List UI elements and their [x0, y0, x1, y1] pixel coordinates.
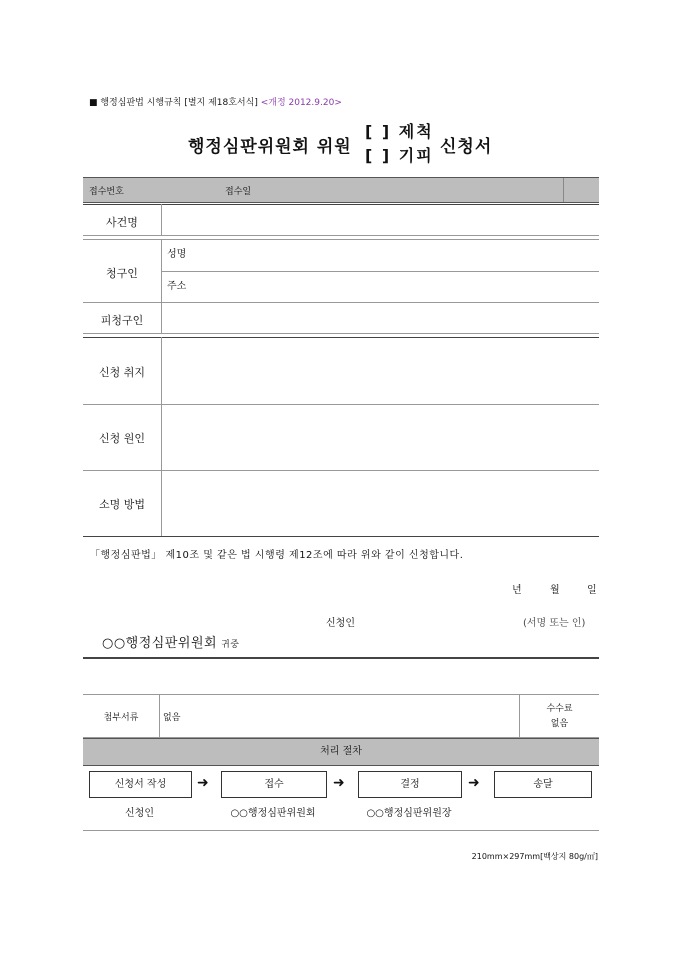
procedure-actor-applicant: 신청인	[125, 808, 154, 819]
procedure-actor-committee: ○○행정심판위원회	[230, 808, 316, 819]
paper-spec: 210mm×297mm[백상지 80g/㎡]	[471, 852, 598, 861]
arrow-right-icon: ➜	[333, 775, 345, 791]
receipt-date-label: 접수일	[225, 187, 252, 197]
procedure-actor-chair: ○○행정심판위원장	[366, 808, 452, 819]
respondent-field[interactable]	[161, 303, 599, 332]
attachments-label: 첨부서류	[103, 713, 139, 723]
case-name-label: 사건명	[106, 216, 138, 229]
respondent-label: 피청구인	[100, 314, 144, 327]
legal-statement: 「행정심판법」 제10조 및 같은 법 시행령 제12조에 따라 위와 같이 신청합니다.	[90, 550, 464, 561]
addressee	[102, 632, 239, 651]
divider	[83, 830, 599, 831]
applicant-label: 신청인	[326, 618, 355, 629]
attachments-value: 없음	[163, 713, 181, 723]
date-month: 월	[550, 585, 560, 596]
option-exclusion-checkbox[interactable]: [ ] 제척	[365, 122, 434, 141]
claimant-label: 청구인	[106, 267, 138, 280]
claimant-name-field[interactable]	[200, 240, 599, 270]
purpose-label: 신청 취지	[98, 366, 145, 379]
arrow-right-icon: ➜	[468, 775, 480, 791]
form-reference: ■ 행정심판법 시행규칙 [별지 제18호서식]	[89, 98, 258, 108]
explanation-field[interactable]	[161, 471, 599, 535]
form-title	[0, 119, 680, 165]
attachments-row	[83, 694, 599, 738]
receipt-divider	[563, 178, 564, 202]
claimant-address-label: 주소	[167, 281, 187, 292]
title-tail: 신청서	[440, 137, 493, 157]
date-year: 년	[512, 585, 522, 596]
addressee-honorific: 귀중	[221, 640, 240, 650]
procedure-step-delivery: 송달	[494, 771, 592, 798]
divider	[83, 333, 599, 334]
signature-label: (서명 또는 인)	[523, 618, 586, 629]
purpose-field[interactable]	[161, 338, 599, 403]
claimant-name-label: 성명	[167, 249, 187, 260]
date-day: 일	[587, 585, 597, 596]
procedure-step-receipt: 접수	[221, 771, 327, 798]
reason-label: 신청 원인	[98, 432, 145, 445]
procedure-step-application: 신청서 작성	[89, 771, 192, 798]
reason-field[interactable]	[161, 405, 599, 469]
case-name-field[interactable]	[161, 205, 599, 234]
divider	[83, 536, 599, 537]
fee-label: 수수료	[546, 704, 573, 714]
title-main: 행정심판위원회 위원	[188, 137, 352, 157]
receipt-number-label: 접수번호	[89, 187, 124, 197]
claimant-address-field[interactable]	[200, 272, 599, 301]
arrow-right-icon: ➜	[197, 775, 209, 791]
divider	[83, 235, 599, 236]
divider	[83, 657, 599, 659]
explanation-label: 소명 방법	[98, 498, 145, 511]
procedure-step-decision: 결정	[358, 771, 462, 798]
fee-value: 없음	[550, 719, 569, 729]
revision-date: <개정 2012.9.20>	[260, 98, 342, 108]
addressee-name: ○○행정심판위원회	[102, 636, 218, 651]
option-avoidance-checkbox[interactable]: [ ] 기피	[365, 146, 434, 165]
divider	[159, 695, 160, 737]
form-reference-note	[89, 95, 342, 108]
receipt-bar	[83, 177, 599, 203]
procedure-title: 처리 절차	[83, 738, 599, 766]
